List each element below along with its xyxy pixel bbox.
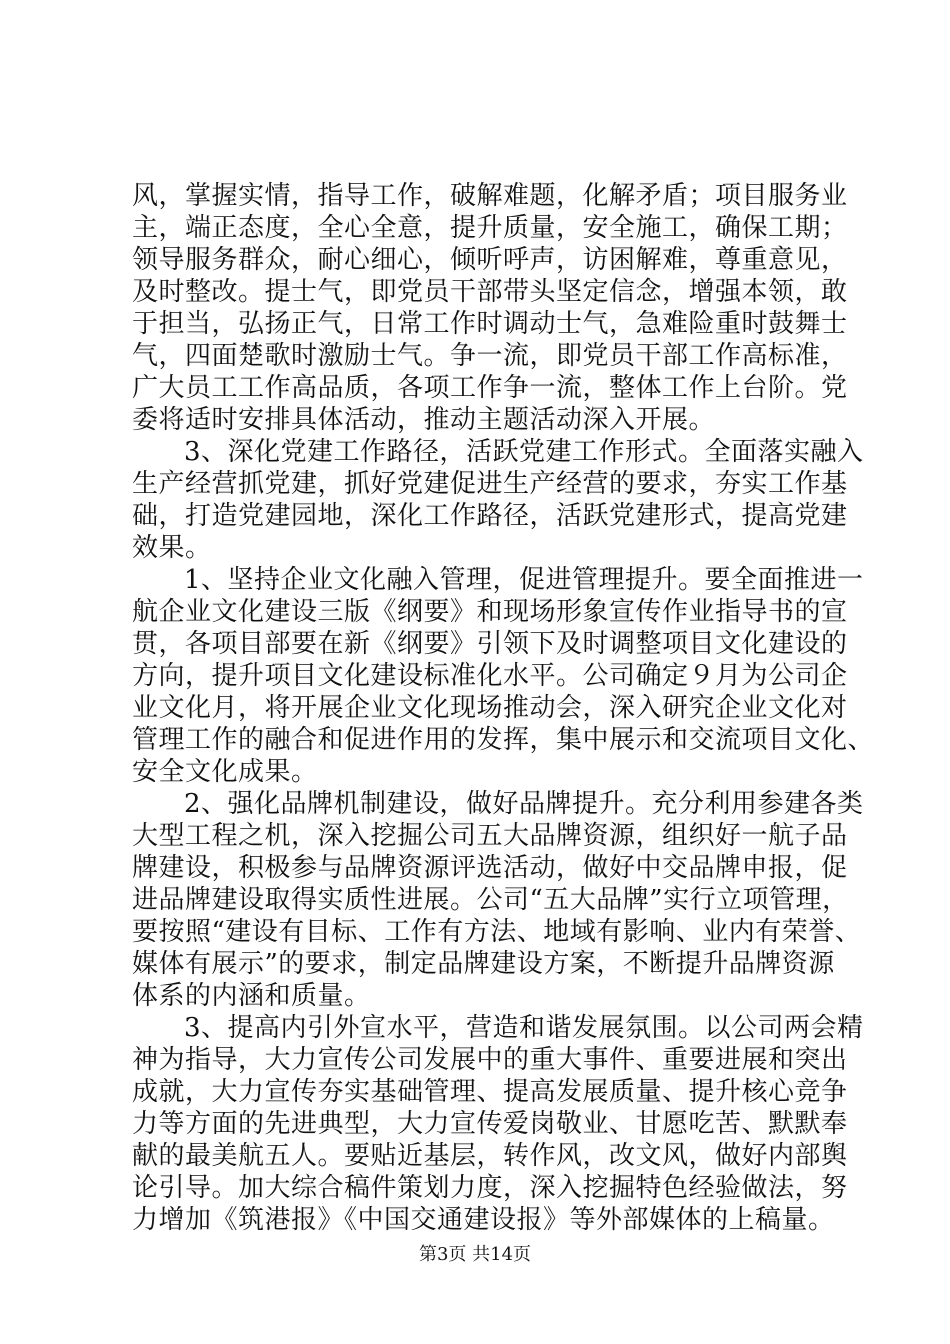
body-text-line: 体系的内涵和质量。 [132,981,371,1011]
paragraph-start-line: 2、强化品牌机制建设，做好品牌提升。充分利用参建各类 [184,789,864,819]
body-text-line: 广大员工工作高品质，各项工作争一流，整体工作上台阶。党 [132,373,848,403]
body-text-line: 神为指导，大力宣传公司发展中的重大事件、重要进展和突出 [132,1045,848,1075]
body-text-line: 大型工程之机，深入挖掘公司五大品牌资源，组织好一航子品 [132,821,848,851]
body-text-line: 方向，提升项目文化建设标准化水平。公司确定９月为公司企 [132,661,848,691]
body-text-line: 础，打造党建园地，深化工作路径，活跃党建形式，提高党建 [132,501,848,531]
body-text-line: 及时整改。提士气，即党员干部带头坚定信念，增强本领，敢 [132,277,848,307]
body-text-line: 领导服务群众，耐心细心，倾听呼声，访困解难，尊重意见， [132,245,848,275]
body-text-line: 要按照“建设有目标、工作有方法、地域有影响、业内有荣誉、 [132,917,862,947]
body-text-line: 委将适时安排具体活动，推动主题活动深入开展。 [132,405,716,435]
body-text-line: 气，四面楚歌时激励士气。争一流，即党员干部工作高标准， [132,341,848,371]
paragraph-start-line: 3、提高内引外宣水平，营造和谐发展氛围。以公司两会精 [184,1013,864,1043]
body-text-line: 效果。 [132,533,212,563]
body-text-line: 牌建设，积极参与品牌资源评选活动，做好中交品牌申报，促 [132,853,848,883]
page-number-footer: 第3页 共14页 [418,1244,532,1265]
body-text-line: 成就，大力宣传夯实基础管理、提高发展质量、提升核心竞争 [132,1077,848,1107]
body-text-line: 管理工作的融合和促进作用的发挥，集中展示和交流项目文化、 [132,725,875,755]
body-text-line: 生产经营抓党建，抓好党建促进生产经营的要求，夯实工作基 [132,469,848,499]
body-text-line: 献的最美航五人。要贴近基层，转作风，改文风，做好内部舆 [132,1141,848,1171]
body-text-line: 风，掌握实情，指导工作，破解难题，化解矛盾；项目服务业 [132,181,848,211]
body-text-line: 进品牌建设取得实质性进展。公司“五大品牌”实行立项管理， [132,885,849,915]
body-text-line: 航企业文化建设三版《纲要》和现场形象宣传作业指导书的宣 [132,597,848,627]
body-text-line: 主，端正态度，全心全意，提升质量，安全施工，确保工期； [132,213,848,243]
body-text-line: 力增加《筑港报》《中国交通建设报》等外部媒体的上稿量。 [132,1205,835,1235]
body-text-line: 业文化月，将开展企业文化现场推动会，深入研究企业文化对 [132,693,848,723]
body-text-line: 安全文化成果。 [132,757,318,787]
body-text-line: 论引导。加大综合稿件策划力度，深入挖掘特色经验做法，努 [132,1173,848,1203]
paragraph-start-line: 1、坚持企业文化融入管理，促进管理提升。要全面推进一 [184,565,864,595]
body-text-line: 于担当，弘扬正气，日常工作时调动士气，急难险重时鼓舞士 [132,309,848,339]
body-text-line: 媒体有展示”的要求，制定品牌建设方案，不断提升品牌资源 [132,949,835,979]
paragraph-start-line: 3、深化党建工作路径，活跃党建工作形式。全面落实融入 [184,437,864,467]
document-body [132,180,875,1236]
body-text-line: 贯，各项目部要在新《纲要》引领下及时调整项目文化建设的 [132,629,848,659]
body-text-line: 力等方面的先进典型，大力宣传爱岗敬业、甘愿吃苦、默默奉 [132,1109,848,1139]
